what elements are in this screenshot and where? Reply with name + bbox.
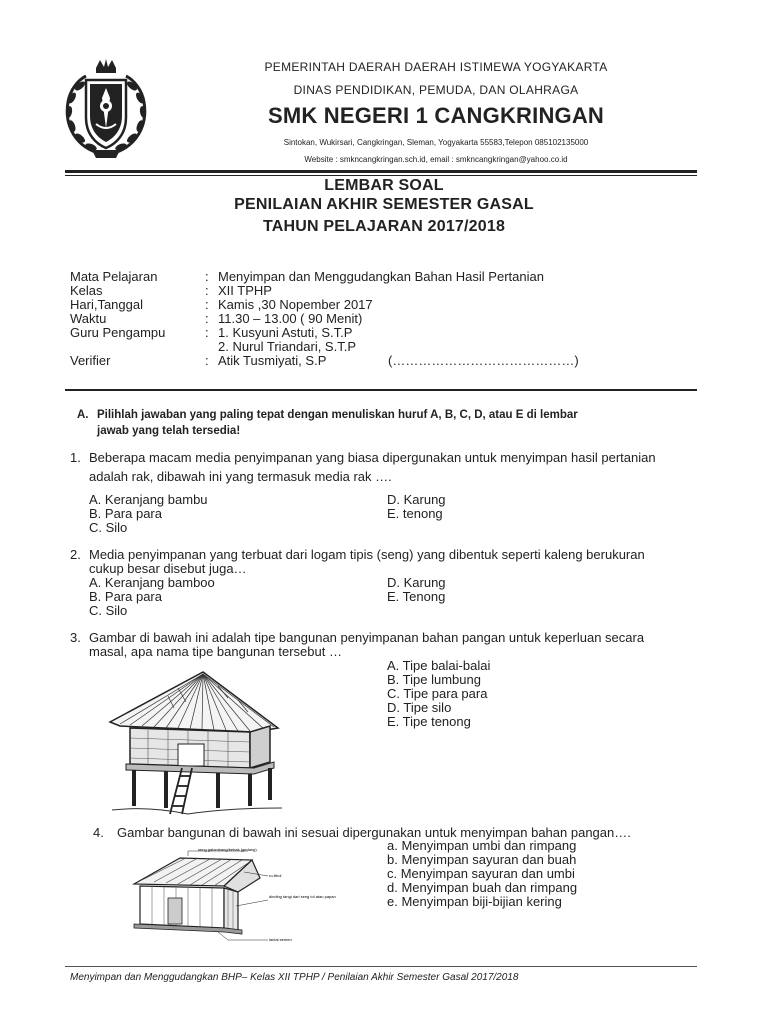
q2-option-c: C. Silo bbox=[89, 603, 128, 618]
question-4-text: Gambar bangunan di bawah ini sesuai dipergunakan untuk menyimpan bahan pangan…. bbox=[117, 825, 631, 840]
header-divider-thin bbox=[65, 175, 697, 176]
q3-option-a: A. Tipe balai-balai bbox=[387, 658, 491, 673]
info-value-waktu: 11.30 – 13.00 ( 90 Menit) bbox=[218, 311, 363, 326]
question-3-text-2: masal, apa nama tipe bangunan tersebut … bbox=[89, 644, 342, 659]
q3-option-c: C. Tipe para para bbox=[387, 686, 488, 701]
q2-option-a: A. Keranjang bamboo bbox=[89, 575, 215, 590]
info-label-kelas: Kelas bbox=[70, 283, 103, 298]
section-instruction-2: jawab yang telah tersedia! bbox=[97, 425, 241, 437]
question-2-text-1: Media penyimpanan yang terbuat dari logam tipis (seng) yang dibentuk seperti kaleng berukuran bbox=[89, 547, 645, 562]
q1-option-c: C. Silo bbox=[89, 520, 128, 535]
question-1-text-2: adalah rak, dibawah ini yang termasuk media rak …. bbox=[89, 469, 392, 484]
signature-line: (……………………………………) bbox=[388, 353, 579, 368]
footer-divider bbox=[65, 966, 697, 967]
school-website: Website : smkncangkringan.sch.id, email : smkncangkringan@yahoo.co.id bbox=[304, 155, 568, 164]
info-colon: : bbox=[205, 311, 209, 326]
info-colon: : bbox=[205, 283, 209, 298]
q1-option-b: B. Para para bbox=[89, 506, 162, 521]
q1-option-a: A. Keranjang bambu bbox=[89, 492, 208, 507]
info-label-hari: Hari,Tanggal bbox=[70, 297, 143, 312]
q2-option-b: B. Para para bbox=[89, 589, 162, 604]
q3-option-b: B. Tipe lumbung bbox=[387, 672, 481, 687]
question-number: 3. bbox=[70, 630, 81, 645]
header-government: PEMERINTAH DAERAH DAERAH ISTIMEWA YOGYAKARTA bbox=[264, 60, 608, 74]
info-value-verifier: Atik Tusmiyati, S.P bbox=[218, 353, 327, 368]
storage-shed-illustration bbox=[128, 847, 336, 943]
label-roof: seng galombang/bebak (gedang) bbox=[198, 847, 257, 852]
label-ventilation: ro-ttbol bbox=[269, 873, 282, 878]
q4-option-c: c. Menyimpan sayuran dan umbi bbox=[387, 866, 575, 881]
info-colon: : bbox=[205, 297, 209, 312]
info-label-verifier: Verifier bbox=[70, 353, 111, 368]
q1-option-e: E. tenong bbox=[387, 506, 443, 521]
q3-option-e: E. Tipe tenong bbox=[387, 714, 471, 729]
question-1-text-1: Beberapa macam media penyimpanan yang biasa dipergunakan untuk menyimpan hasil pertanian bbox=[89, 450, 656, 465]
question-number: 2. bbox=[70, 547, 81, 562]
q4-option-e: e. Menyimpan biji-bijian kering bbox=[387, 894, 562, 909]
info-colon: : bbox=[205, 269, 209, 284]
page-footer: Menyimpan dan Menggudangkan BHP– Kelas XII TPHP / Penilaian Akhir Semester Gasal 2017/2018 bbox=[70, 972, 519, 983]
q2-option-d: D. Karung bbox=[387, 575, 446, 590]
header-department: DINAS PENDIDIKAN, PEMUDA, DAN OLAHRAGA bbox=[293, 83, 579, 97]
section-instruction-1: Pilihlah jawaban yang paling tepat dengan menuliskan huruf A, B, C, D, atau E di lembar bbox=[97, 409, 578, 421]
header-divider-thick bbox=[65, 170, 697, 173]
info-value-mapel: Menyimpan dan Menggudangkan Bahan Hasil Pertanian bbox=[218, 269, 544, 284]
question-number: 4. bbox=[93, 825, 104, 840]
school-name: SMK NEGERI 1 CANGKRINGAN bbox=[267, 103, 605, 128]
school-emblem bbox=[62, 58, 150, 162]
label-wall: dinding tangi dari seng tol atau papan bbox=[269, 894, 336, 899]
question-2-text-2: cukup besar disebut juga… bbox=[89, 561, 247, 576]
q2-option-e: E. Tenong bbox=[387, 589, 446, 604]
q3-option-d: D. Tipe silo bbox=[387, 700, 452, 715]
exam-title: PENILAIAN AKHIR SEMESTER GASAL bbox=[234, 196, 534, 213]
q1-option-d: D. Karung bbox=[387, 492, 446, 507]
info-value-guru-1: 1. Kusyuni Astuti, S.T.P bbox=[218, 325, 353, 340]
question-number: 1. bbox=[70, 450, 81, 465]
info-value-kelas: XII TPHP bbox=[218, 283, 272, 298]
section-letter: A. bbox=[77, 409, 89, 421]
q4-option-d: d. Menyimpan buah dan rimpang bbox=[387, 880, 578, 895]
info-colon: : bbox=[205, 325, 209, 340]
info-value-guru-2: 2. Nurul Triandari, S.T.P bbox=[218, 339, 356, 354]
school-year: TAHUN PELAJARAN 2017/2018 bbox=[262, 218, 506, 235]
q4-option-a: a. Menyimpan umbi dan rimpang bbox=[387, 838, 577, 853]
q4-option-b: b. Menyimpan sayuran dan buah bbox=[387, 852, 577, 867]
info-value-hari: Kamis ,30 Nopember 2017 bbox=[218, 297, 373, 312]
info-colon: : bbox=[205, 353, 209, 368]
info-label-mapel: Mata Pelajaran bbox=[70, 269, 158, 284]
label-floor: lantai semen bbox=[269, 937, 292, 942]
granary-illustration bbox=[108, 668, 288, 818]
info-divider bbox=[65, 389, 697, 391]
school-address: Sintokan, Wukirsari, Cangkringan, Sleman, Yogyakarta 55583,Telepon 085102135000 bbox=[283, 138, 589, 147]
info-label-guru: Guru Pengampu bbox=[70, 325, 166, 340]
info-label-waktu: Waktu bbox=[70, 311, 107, 326]
question-3-text-1: Gambar di bawah ini adalah tipe bangunan penyimpanan bahan pangan untuk keperluan secara bbox=[89, 630, 645, 645]
doc-title: LEMBAR SOAL bbox=[324, 177, 444, 194]
